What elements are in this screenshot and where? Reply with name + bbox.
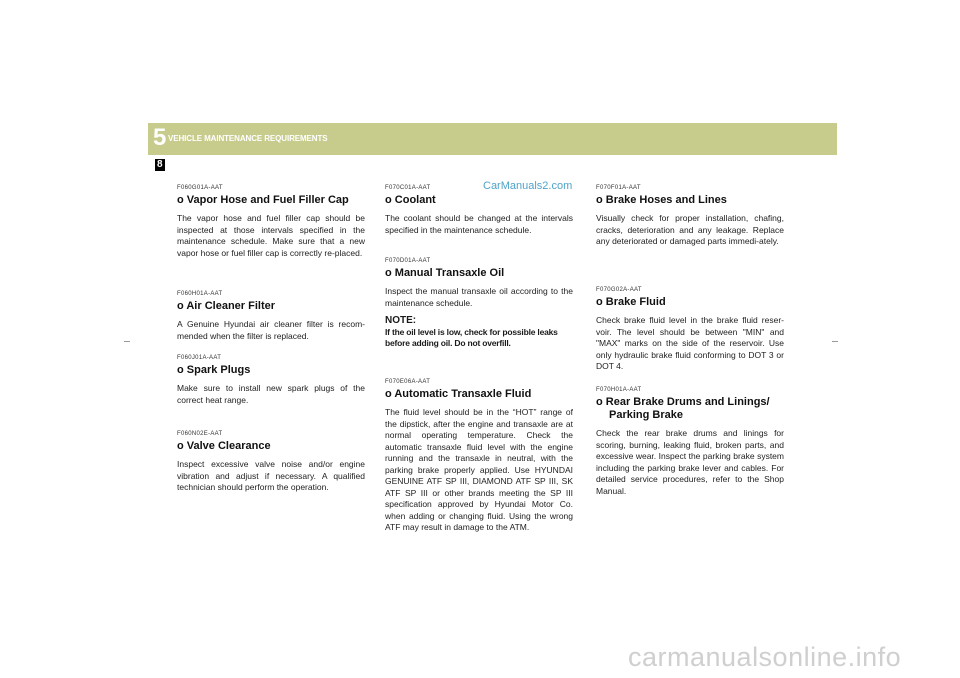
section-code: F070D01A-AAT: [385, 258, 431, 264]
section-body: Visually check for proper installation, chafing, cracks, deterioration and any leakage. Replace any deteriorated or damaged parts immedi-ately.: [596, 213, 784, 246]
note-label: NOTE:: [385, 315, 417, 326]
section-code: F060J01A-AAT: [177, 355, 222, 361]
section-body: The coolant should be changed at the intervals specified in the maintenance schedule.: [385, 213, 573, 235]
section-heading: o Valve Clearance: [177, 440, 271, 452]
footer-watermark: carmanualsonline.info: [628, 642, 902, 672]
page-number: 8: [157, 159, 163, 170]
chapter-number: 5: [153, 124, 167, 151]
section-air-cleaner: [177, 291, 365, 355]
section-code: F070F01A-AAT: [596, 185, 641, 191]
section-code: F060H01A-AAT: [177, 291, 223, 297]
section-body: The fluid level should be in the “HOT” range of the dipstick, after the engine and transaxle are at normal operating temperature. Check the automatic transaxle fluid level with the engine running and the transaxle in neutral, with the parking brake properly applied. Use HYUNDAI GENUINE ATF SP III, DIAMOND ATF SP III, SK ATF SP III or other brands meeting the SP III specification approved by Hyundai Motor Co. when adding or changing fluid. Using the wrong ATF may result in damage to the ATM.: [385, 407, 573, 532]
section-rear-brake-drums: [596, 387, 784, 497]
section-brake-hoses: [596, 185, 784, 287]
section-body: Inspect excessive valve noise and/or engine vibration and adjust if necessary. A qualified technician should perform the operation.: [177, 459, 365, 492]
section-spark-plugs: [177, 355, 365, 431]
section-body: The vapor hose and fuel filler cap should be inspected at those intervals specified in the maintenance schedule. Make sure that a new vapor hose or fuel filler cap is correctly re-placed.: [177, 213, 365, 258]
section-automatic-transaxle: [385, 379, 573, 534]
section-heading: o Coolant: [385, 194, 436, 206]
section-body: Make sure to install new spark plugs of the correct heat range.: [177, 383, 365, 405]
section-valve-clearance: [177, 431, 365, 494]
heading-line-1: o Rear Brake Drums and Linings/: [596, 396, 770, 408]
section-code: F070H01A-AAT: [596, 387, 642, 393]
column-left: [177, 185, 365, 494]
section-heading: o Vapor Hose and Fuel Filler Cap: [177, 194, 349, 206]
section-brake-fluid: [596, 287, 784, 387]
section-body: Check the rear brake drums and linings for scoring, burning, leaking fluid, broken parts, and excessive wear. Inspect the parking brake system including the parking brake lever and cables. For detailed service procedures, refer to the Shop Manual.: [596, 428, 784, 496]
column-middle: [385, 185, 573, 534]
section-vapor-hose: [177, 185, 365, 291]
section-body: Inspect the manual transaxle oil according to the maintenance schedule.: [385, 286, 573, 308]
section-heading: o Spark Plugs: [177, 364, 251, 376]
section-heading: o Automatic Transaxle Fluid: [385, 388, 532, 400]
section-body: A Genuine Hyundai air cleaner filter is recom-mended when the filter is replaced.: [177, 319, 365, 341]
section-body: Check brake fluid level in the brake fluid reser-voir. The level should be between "MIN" and "MAX" marks on the side of the reservoir. Use only hydraulic brake fluid conforming to DOT 3 or DOT 4.: [596, 315, 784, 371]
section-heading: [596, 396, 784, 422]
section-code: F070E06A-AAT: [385, 379, 431, 385]
section-code: F070G02A-AAT: [596, 287, 642, 293]
section-heading: o Manual Transaxle Oil: [385, 267, 505, 279]
section-heading: o Air Cleaner Filter: [177, 300, 276, 312]
heading-line-2: Parking Brake: [609, 409, 683, 421]
crop-mark-left: [124, 341, 130, 342]
section-code: F070C01A-AAT: [385, 185, 431, 191]
crop-mark-right: [832, 341, 838, 342]
note-text: If the oil level is low, check for possible leaks before adding oil. Do not overfill.: [385, 327, 558, 348]
section-coolant: [385, 185, 573, 258]
section-code: F060N02E-AAT: [177, 431, 223, 437]
section-code: F060G01A-AAT: [177, 185, 223, 191]
watermark-link[interactable]: CarManuals2.com: [483, 180, 573, 192]
section-heading: o Brake Hoses and Lines: [596, 194, 727, 206]
section-heading: o Brake Fluid: [596, 296, 666, 308]
chapter-title: VEHICLE MAINTENANCE REQUIREMENTS: [168, 134, 328, 143]
column-right: [596, 185, 784, 497]
section-manual-transaxle: [385, 258, 573, 379]
